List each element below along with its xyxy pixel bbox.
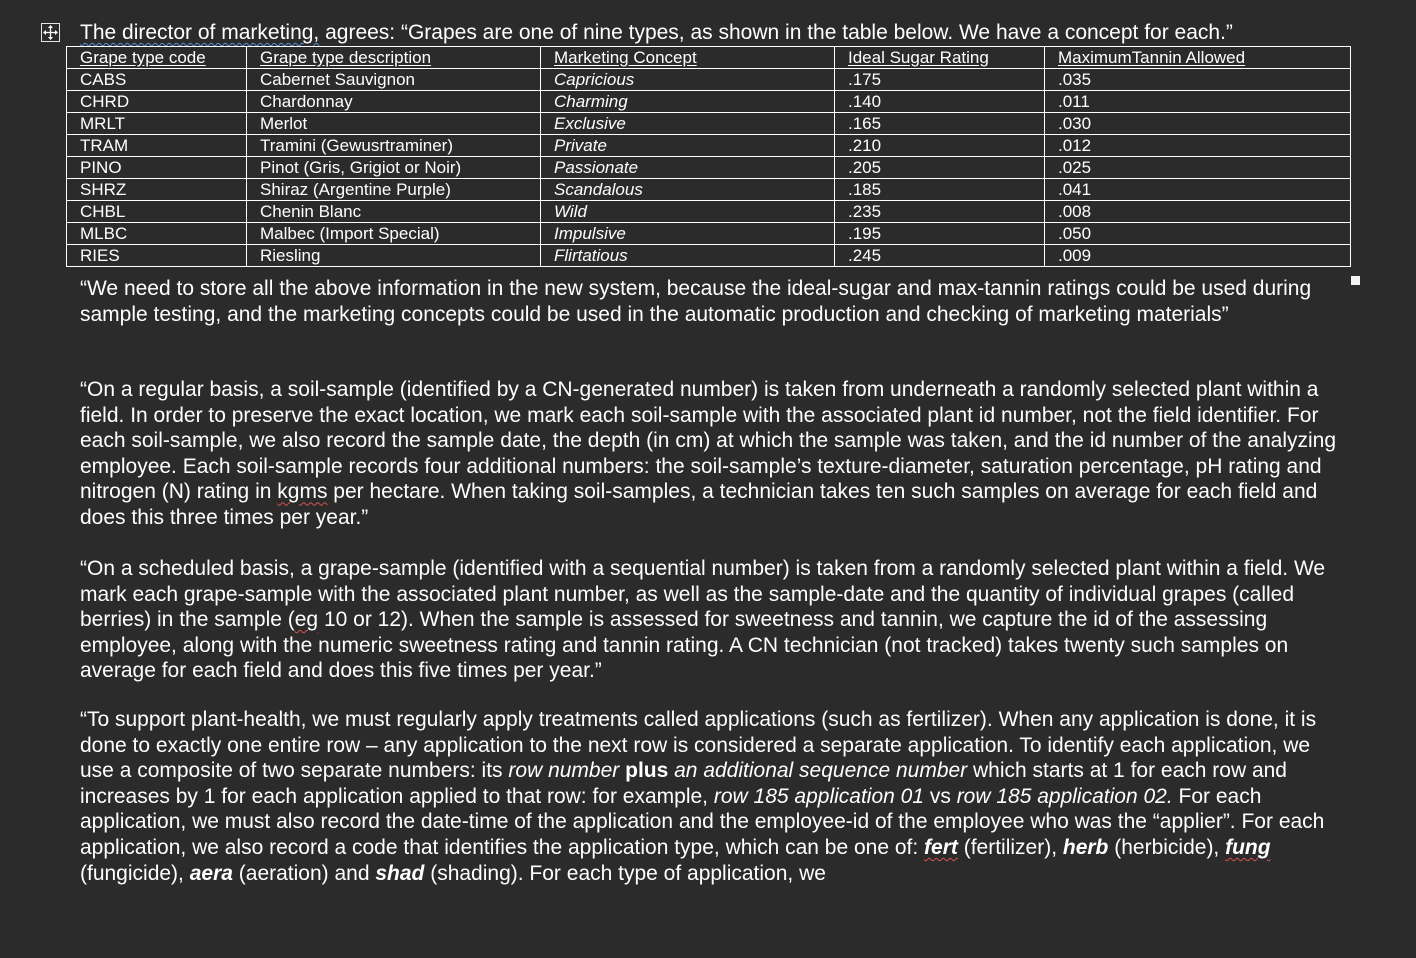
cell-description: Tramini (Gewusrtraminer)	[247, 135, 541, 157]
cell-sugar: .185	[835, 179, 1045, 201]
app-text-b: which starts at 1 for each row and increases by 1 for each application applied to that row: for example,	[80, 759, 1287, 808]
cell-concept: Wild	[541, 201, 835, 223]
cell-sugar: .140	[835, 91, 1045, 113]
cell-concept: Scandalous	[541, 179, 835, 201]
table-row	[67, 91, 1351, 113]
cell-tannin: .008	[1045, 201, 1351, 223]
paragraph-applications	[80, 707, 1336, 886]
cell-concept: Impulsive	[541, 223, 835, 245]
cell-code: CABS	[67, 69, 247, 91]
table-row	[67, 201, 1351, 223]
table-row	[67, 113, 1351, 135]
cell-tannin: .050	[1045, 223, 1351, 245]
header-grape-code: Grape type code	[67, 47, 247, 69]
table-row	[67, 245, 1351, 267]
cell-sugar: .175	[835, 69, 1045, 91]
cell-sugar: .245	[835, 245, 1045, 267]
cell-tannin: .030	[1045, 113, 1351, 135]
cell-code: RIES	[67, 245, 247, 267]
cell-tannin: .009	[1045, 245, 1351, 267]
table-row	[67, 157, 1351, 179]
header-ideal-sugar: Ideal Sugar Rating	[835, 47, 1045, 69]
spelling-flag-eg: eg	[294, 608, 319, 632]
grape-text-a: “On a scheduled basis, a grape-sample (identified with a sequential number) is taken from a randomly selected plant within a field. We mark each grape-sample with the associated plant number, as well as the sample-date and the quantity of individual grapes (called berries) in the sample (	[80, 557, 1326, 632]
app-fert-desc: (fertilizer),	[957, 835, 1063, 859]
app-fung-desc: (fungicide),	[80, 861, 190, 885]
app-text-a: “To support plant-health, we must regularly apply treatments called applications (such as fertilizer). When any application is done, it is done to exactly one entire row – any application to the next row is considered a separate application. To identify each application, we use a composite of two separate numbers: its	[80, 708, 1317, 783]
intro-speaker: The director of marketing,	[80, 21, 320, 44]
cell-code: TRAM	[67, 135, 247, 157]
paragraph-grape-sample	[80, 556, 1336, 684]
app-code-fung: fung	[1225, 835, 1271, 859]
app-text-c: For each application, we must also record the date-time of the application and the employee-id of the employee who was the “applier”. For each application, we also record a code that identifies the application type, which can be one of:	[80, 784, 1325, 859]
app-code-aera: aera	[189, 861, 233, 885]
spelling-flag-kgms: kgms	[277, 480, 328, 504]
app-shad-desc: (shading). For each type of application, we	[424, 861, 826, 885]
cell-sugar: .165	[835, 113, 1045, 135]
app-sequence: an additional sequence number	[674, 759, 968, 783]
cell-tannin: .041	[1045, 179, 1351, 201]
cell-description: Shiraz (Argentine Purple)	[247, 179, 541, 201]
cell-description: Pinot (Gris, Grigiot or Noir)	[247, 157, 541, 179]
move-arrows-icon	[43, 25, 58, 40]
table-resize-handle[interactable]	[1351, 276, 1360, 285]
table-row	[67, 223, 1351, 245]
intro-text: agrees: “Grapes are one of nine types, as shown in the table below. We have a concept for each.”	[319, 21, 1233, 44]
cell-concept: Capricious	[541, 69, 835, 91]
soil-text-b: per hectare. When taking soil-samples, a technician takes ten such samples on average for each field and does this three times per year.”	[80, 480, 1318, 529]
grape-text-b: 10 or 12). When the sample is assessed for sweetness and tannin, we capture the id of the assessing employee, along with the numeric sweetness rating and tannin rating. A CN technician (not tracked) takes twenty such samples on average for each field and does this five times per year.”	[80, 608, 1289, 683]
cell-code: MLBC	[67, 223, 247, 245]
cell-code: CHRD	[67, 91, 247, 113]
cell-concept: Exclusive	[541, 113, 835, 135]
cell-description: Malbec (Import Special)	[247, 223, 541, 245]
app-example-2: row 185 application 02.	[956, 784, 1173, 808]
table-header-row	[67, 47, 1351, 69]
table-move-handle[interactable]	[41, 23, 60, 42]
cell-concept: Charming	[541, 91, 835, 113]
cell-code: SHRZ	[67, 179, 247, 201]
soil-text-a: “On a regular basis, a soil-sample (identified by a CN-generated number) is taken from underneath a randomly selected plant within a field. In order to preserve the exact location, we mark each soil-sample with the associated plant id number, not the field identifier. For each soil-sample, we also record the sample date, the depth (in cm) at which the sample was taken, and the id number of the analyzing employee. Each soil-sample records four additional numbers: the soil-sample’s texture-diameter, saturation percentage, pH rating and nitrogen (N) rating in	[80, 378, 1337, 504]
cell-concept: Passionate	[541, 157, 835, 179]
paragraph-storage-need: “We need to store all the above information in the new system, because the ideal-sugar and max-tannin ratings could be used during sample testing, and the marketing concepts could be used in the automatic production and checking of marketing materials”	[80, 277, 1312, 326]
paragraph-soil-sample	[80, 377, 1336, 531]
cell-description: Chenin Blanc	[247, 201, 541, 223]
app-herb-desc: (herbicide),	[1108, 835, 1226, 859]
cell-tannin: .012	[1045, 135, 1351, 157]
cell-concept: Flirtatious	[541, 245, 835, 267]
cell-code: CHBL	[67, 201, 247, 223]
cell-sugar: .210	[835, 135, 1045, 157]
cell-sugar: .195	[835, 223, 1045, 245]
app-row-number: row number	[508, 759, 620, 783]
table-row	[67, 179, 1351, 201]
app-code-herb: herb	[1062, 835, 1109, 859]
header-grape-description: Grape type description	[247, 47, 541, 69]
header-max-tannin: MaximumTannin Allowed	[1045, 47, 1351, 69]
cell-concept: Private	[541, 135, 835, 157]
app-plus: plus	[619, 759, 675, 783]
cell-description: Chardonnay	[247, 91, 541, 113]
header-marketing-concept: Marketing Concept	[541, 47, 835, 69]
app-code-fert: fert	[924, 835, 958, 859]
app-vs: vs	[924, 784, 957, 808]
app-example-1: row 185 application 01	[713, 784, 925, 808]
cell-code: MRLT	[67, 113, 247, 135]
cell-tannin: .011	[1045, 91, 1351, 113]
cell-code: PINO	[67, 157, 247, 179]
table-row	[67, 69, 1351, 91]
table-row	[67, 135, 1351, 157]
cell-description: Cabernet Sauvignon	[247, 69, 541, 91]
cell-description: Merlot	[247, 113, 541, 135]
cell-tannin: .035	[1045, 69, 1351, 91]
cell-sugar: .235	[835, 201, 1045, 223]
cell-tannin: .025	[1045, 157, 1351, 179]
intro-line	[80, 20, 1233, 46]
grape-types-table[interactable]	[66, 46, 1351, 267]
app-aera-desc: (aeration) and	[232, 861, 376, 885]
cell-description: Riesling	[247, 245, 541, 267]
app-code-shad: shad	[375, 861, 425, 885]
cell-sugar: .205	[835, 157, 1045, 179]
